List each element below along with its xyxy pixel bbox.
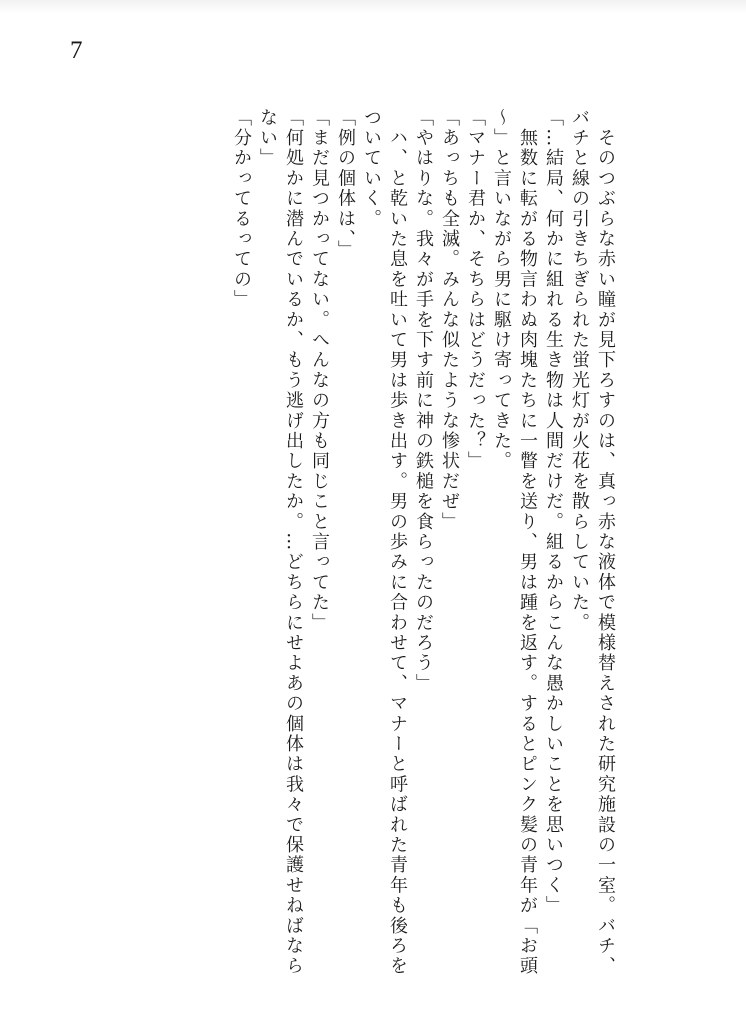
paragraph: 「あっちも全滅。みんな似たような惨状だぜ」	[439, 108, 460, 533]
paragraph: 無数に転がる物言わぬ肉塊たちに一瞥を送り、男は踵を返す。するとピンク髪の青年が「お頭〜」と言いながら男に駆け寄ってきた。	[491, 108, 538, 977]
paragraph: そのつぶらな赤い瞳が見下ろすのは、真っ赤な液体で模様替えされた研究施設の一室。バチ、バチと線の引きちぎられた蛍光灯が火花を散らしていた。	[569, 108, 616, 977]
paragraph: 「まだ見つかってない。へんなの方も同じこと言ってた」	[309, 108, 330, 634]
paragraph: 「やはりな。我々が手を下す前に神の鉄槌を食らったのだろう」	[413, 108, 434, 694]
paragraph: 「マナー君か、そちらはどうだった？」	[465, 108, 486, 472]
paragraph: 「例の個体は、」	[335, 108, 356, 261]
vertical-text-body	[228, 108, 618, 988]
paragraph: ハ、と乾いた息を吐いて男は歩き出す。男の歩みに合わせて、マナーと呼ばれた青年も後ろをついていく。	[361, 108, 408, 977]
page-number: 7	[70, 37, 83, 64]
paragraph: 「何処かに潜んでいるか、もう逃げ出したか。…どちらにせよあの個体は我々で保護せねばならない」	[257, 108, 304, 977]
paragraph: 「…結局、何かに組れる生き物は人間だけだ。組るからこんな愚かしいことを思いつく」	[543, 108, 564, 916]
paragraph: 「分かってるっての」	[231, 108, 252, 310]
